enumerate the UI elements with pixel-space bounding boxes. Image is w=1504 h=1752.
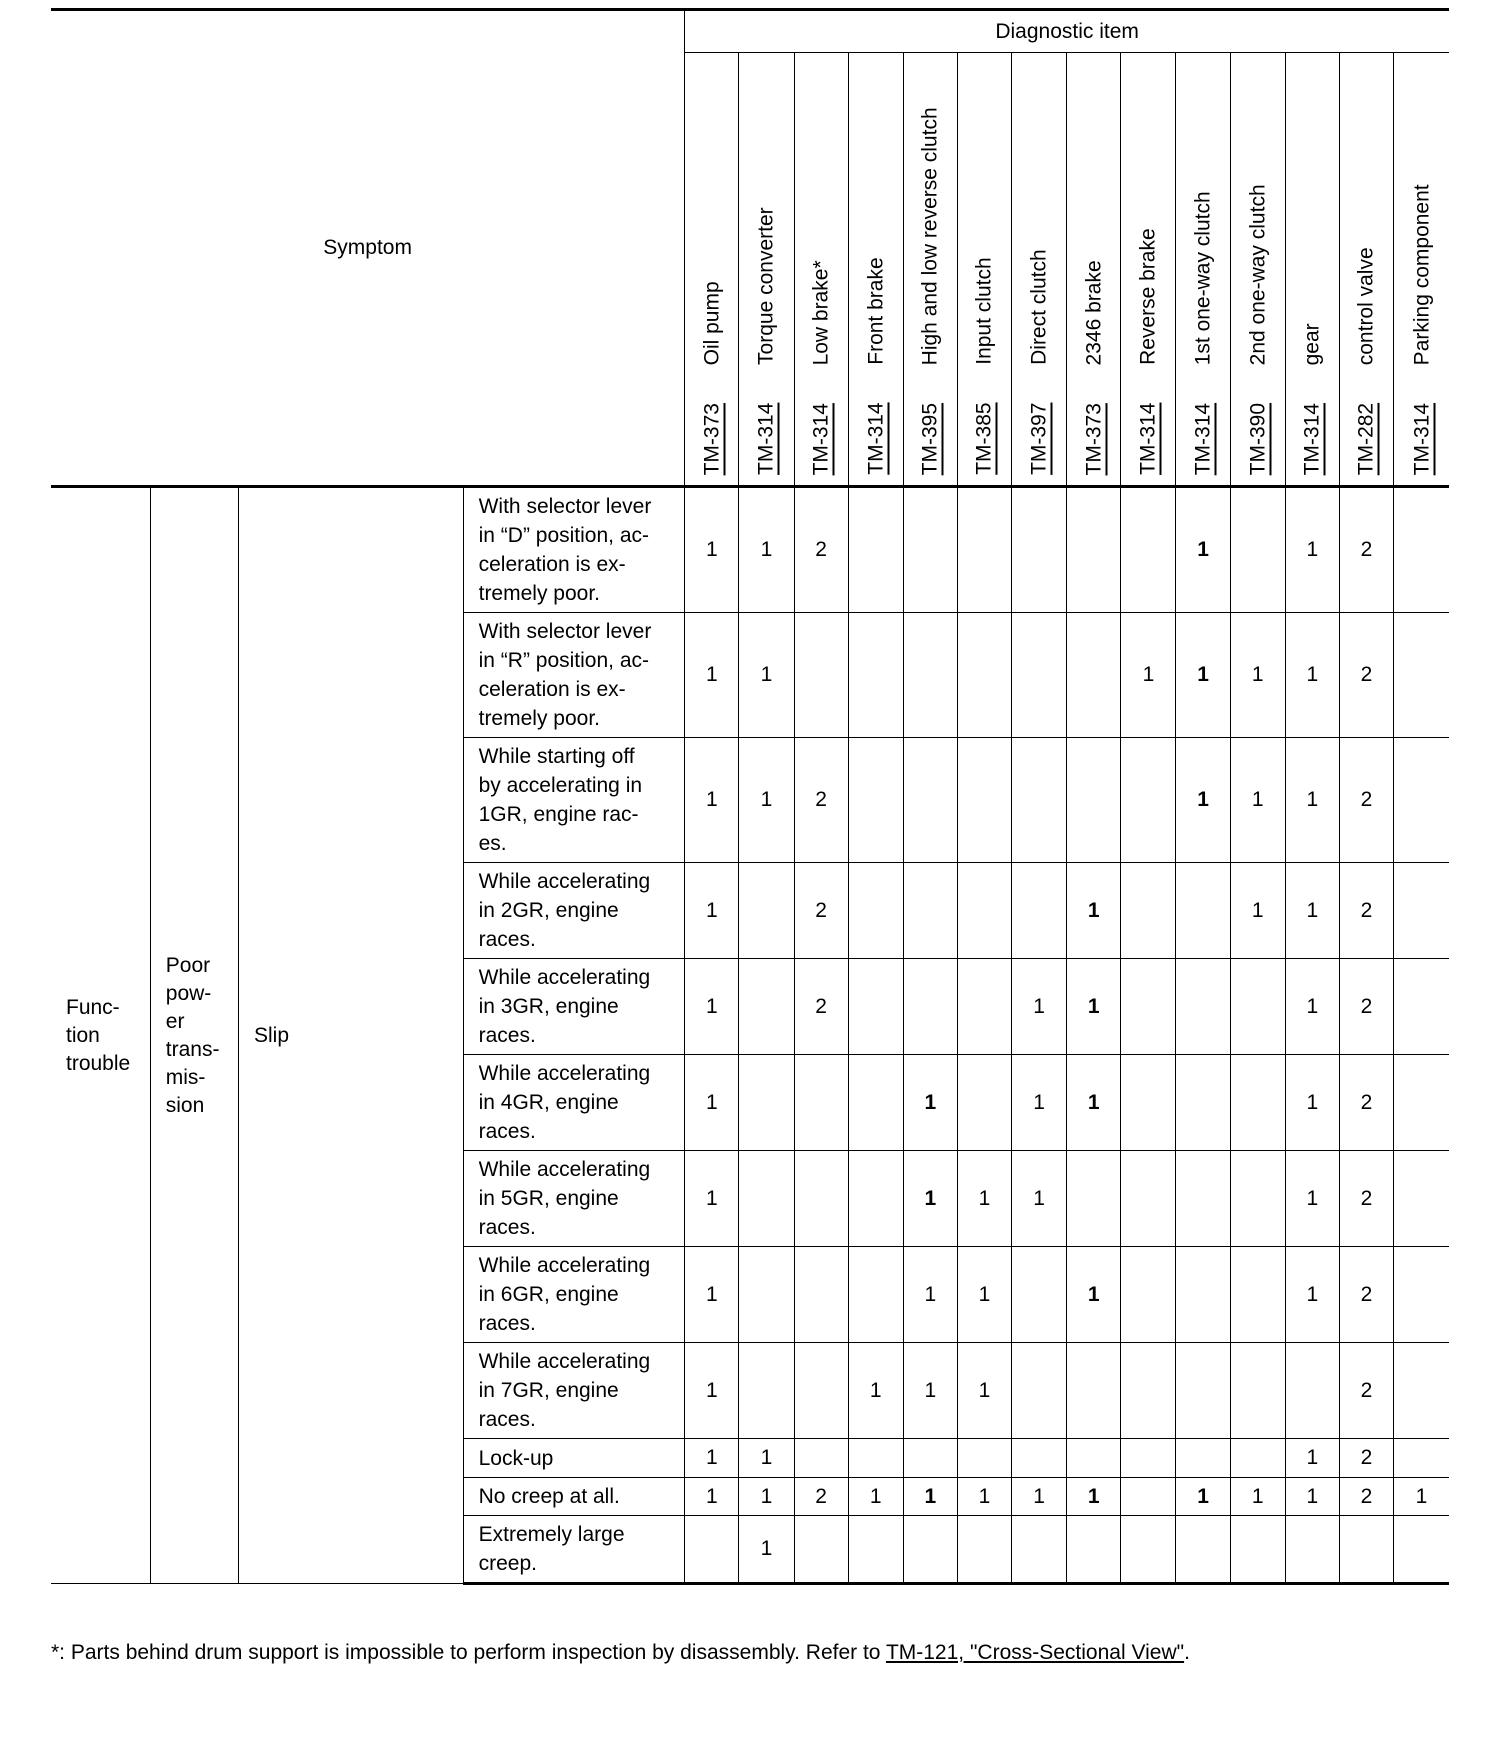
priority-cell: [1176, 863, 1230, 959]
priority-cell: [848, 738, 903, 863]
priority-cell: [1176, 1343, 1230, 1439]
symptom-header: Symptom: [51, 10, 685, 487]
diagnostic-item-column-header: [1121, 53, 1176, 487]
priority-cell: 2: [1339, 959, 1393, 1055]
priority-cell: [1012, 863, 1067, 959]
priority-cell: [1121, 1439, 1176, 1478]
priority-cell: 1: [739, 738, 794, 863]
diagnostic-item-name: Front brake: [864, 257, 888, 365]
diagnostic-item-name: Parking component: [1410, 183, 1434, 365]
priority-cell: [794, 1516, 848, 1584]
priority-cell: 1: [685, 1478, 739, 1516]
priority-cell: [1230, 1247, 1285, 1343]
priority-cell: 1: [957, 1151, 1011, 1247]
priority-cell: 1: [1012, 1151, 1067, 1247]
priority-cell: [1121, 487, 1176, 613]
priority-cell: 1: [739, 487, 794, 613]
priority-cell: [903, 487, 957, 613]
priority-cell: 1: [1285, 1247, 1339, 1343]
priority-cell: [848, 959, 903, 1055]
priority-cell: 1: [739, 1439, 794, 1478]
manual-reference-link[interactable]: TM-314: [864, 402, 888, 475]
manual-reference-link[interactable]: TM-314: [1410, 402, 1434, 475]
diagnostic-item-column-header: [685, 53, 739, 487]
priority-cell: [1067, 1516, 1121, 1584]
priority-cell: [1394, 1247, 1449, 1343]
priority-cell: [1121, 863, 1176, 959]
diagnostic-item-name: control valve: [1354, 246, 1378, 365]
manual-reference-link[interactable]: TM-314: [1300, 402, 1324, 475]
diagnostic-item-column-header: [794, 53, 848, 487]
priority-cell: 2: [794, 863, 848, 959]
diagnostic-item-column-header: [739, 53, 794, 487]
priority-cell: 1: [685, 1343, 739, 1439]
priority-cell: [1121, 1055, 1176, 1151]
priority-cell: [848, 1055, 903, 1151]
priority-cell: [903, 959, 957, 1055]
manual-reference-link[interactable]: TM-282: [1354, 402, 1378, 475]
priority-cell: [1012, 738, 1067, 863]
priority-cell: [739, 1151, 794, 1247]
priority-cell: [957, 613, 1011, 738]
diagnostic-item-column-header: [1176, 53, 1230, 487]
priority-cell: [1285, 1516, 1339, 1584]
priority-cell: 1: [1285, 1151, 1339, 1247]
diagnostic-item-name: 2nd one-way clutch: [1246, 183, 1270, 365]
priority-cell: 1: [1067, 1247, 1121, 1343]
priority-cell: [1176, 1151, 1230, 1247]
rotated-header-label: [1247, 184, 1268, 475]
priority-cell: [1230, 959, 1285, 1055]
priority-cell: [1121, 738, 1176, 863]
priority-cell: [1121, 959, 1176, 1055]
diagnostic-item-column-header: [1230, 53, 1285, 487]
priority-cell: [957, 487, 1011, 613]
priority-cell: [1394, 613, 1449, 738]
priority-cell: [903, 1439, 957, 1478]
symptom-cell: No creep at all.: [463, 1478, 685, 1516]
priority-cell: [1230, 1439, 1285, 1478]
priority-cell: [848, 1151, 903, 1247]
priority-cell: [1394, 1516, 1449, 1584]
priority-cell: 1: [1394, 1478, 1449, 1516]
priority-cell: [1394, 738, 1449, 863]
symptom-cell: While accelerating in 5GR, engine races.: [463, 1151, 685, 1247]
priority-cell: [739, 1247, 794, 1343]
manual-reference-link[interactable]: TM-314: [754, 402, 778, 475]
rotated-header-label: [865, 257, 886, 475]
priority-cell: 2: [1339, 1055, 1393, 1151]
priority-cell: 1: [1176, 1478, 1230, 1516]
priority-cell: [848, 1516, 903, 1584]
diagnostic-item-name: Input clutch: [972, 257, 996, 365]
diagnosis-table-container: [51, 8, 1449, 1585]
priority-cell: [957, 863, 1011, 959]
priority-cell: [1012, 1343, 1067, 1439]
priority-cell: [957, 738, 1011, 863]
rotated-header-label: [701, 281, 722, 475]
priority-cell: [848, 613, 903, 738]
priority-cell: 1: [685, 1247, 739, 1343]
rotated-header-label: [1029, 249, 1050, 475]
priority-cell: [957, 1516, 1011, 1584]
diagnostic-item-column-header: [1285, 53, 1339, 487]
manual-reference-link[interactable]: TM-385: [972, 402, 996, 475]
priority-cell: 2: [794, 487, 848, 613]
symptom-cell: While starting off by accelerating in 1GR, engine rac- es.: [463, 738, 685, 863]
diagnosis-table: [51, 8, 1449, 1585]
symptom-cell: While accelerating in 6GR, engine races.: [463, 1247, 685, 1343]
priority-cell: [794, 613, 848, 738]
priority-cell: [1012, 1516, 1067, 1584]
priority-cell: [794, 1151, 848, 1247]
priority-cell: 2: [1339, 863, 1393, 959]
priority-cell: [1394, 1151, 1449, 1247]
priority-cell: [1012, 1247, 1067, 1343]
priority-cell: [957, 959, 1011, 1055]
priority-cell: 1: [1176, 738, 1230, 863]
priority-cell: 1: [1176, 613, 1230, 738]
priority-cell: [1176, 1439, 1230, 1478]
diagnostic-item-header: Diagnostic item: [685, 10, 1449, 53]
manual-reference-link[interactable]: TM-314: [809, 402, 833, 475]
priority-cell: [848, 487, 903, 613]
priority-cell: 1: [1285, 863, 1339, 959]
priority-cell: [1067, 1151, 1121, 1247]
priority-cell: 2: [794, 1478, 848, 1516]
manual-reference-link[interactable]: TM-390: [1246, 402, 1270, 475]
priority-cell: [1230, 1151, 1285, 1247]
symptom-cell: Extremely large creep.: [463, 1516, 685, 1584]
symptom-cell: While accelerating in 4GR, engine races.: [463, 1055, 685, 1151]
priority-cell: 1: [1230, 863, 1285, 959]
priority-cell: [903, 863, 957, 959]
rotated-header-label: [974, 257, 995, 475]
priority-cell: 1: [685, 1151, 739, 1247]
priority-cell: 1: [1285, 959, 1339, 1055]
priority-cell: [1067, 738, 1121, 863]
priority-cell: 1: [848, 1478, 903, 1516]
priority-cell: 1: [685, 738, 739, 863]
priority-cell: [1067, 613, 1121, 738]
priority-cell: [1394, 1055, 1449, 1151]
priority-cell: [1339, 1516, 1393, 1584]
diagnostic-item-column-header: [1067, 53, 1121, 487]
symptom-cell: While accelerating in 7GR, engine races.: [463, 1343, 685, 1439]
priority-cell: 1: [903, 1478, 957, 1516]
priority-cell: [903, 1516, 957, 1584]
priority-cell: [1067, 1343, 1121, 1439]
priority-cell: [903, 738, 957, 863]
priority-cell: 1: [1067, 863, 1121, 959]
priority-cell: 1: [1067, 1055, 1121, 1151]
priority-cell: [903, 613, 957, 738]
symptom-cell: While accelerating in 2GR, engine races.: [463, 863, 685, 959]
priority-cell: [1067, 1439, 1121, 1478]
priority-cell: [794, 1343, 848, 1439]
priority-cell: 2: [1339, 1478, 1393, 1516]
rotated-header-label: [920, 107, 941, 475]
priority-cell: [1121, 1343, 1176, 1439]
priority-cell: [1176, 1516, 1230, 1584]
priority-cell: 2: [1339, 1151, 1393, 1247]
rotated-header-label: [1411, 184, 1432, 475]
priority-cell: 2: [1339, 1343, 1393, 1439]
rotated-header-label: [1356, 247, 1377, 475]
priority-cell: 1: [1067, 1478, 1121, 1516]
priority-cell: [848, 863, 903, 959]
footnote-end: .: [1184, 1641, 1190, 1664]
diagnostic-item-name: Low brake*: [809, 259, 833, 365]
priority-cell: 1: [685, 959, 739, 1055]
diagnostic-item-column-header: [957, 53, 1011, 487]
priority-cell: [1394, 959, 1449, 1055]
priority-cell: 1: [739, 613, 794, 738]
priority-cell: [1176, 959, 1230, 1055]
priority-cell: 1: [903, 1247, 957, 1343]
diagnostic-item-column-header: [1394, 53, 1449, 487]
diagnostic-item-name: Reverse brake: [1136, 228, 1160, 365]
priority-cell: 1: [739, 1478, 794, 1516]
manual-reference-link[interactable]: TM-373: [700, 402, 724, 475]
priority-cell: 1: [1067, 959, 1121, 1055]
priority-cell: 1: [957, 1343, 1011, 1439]
priority-cell: 1: [685, 1055, 739, 1151]
priority-cell: [1176, 1247, 1230, 1343]
symptom-cell: With selector lever in “D” position, ac- celeration is ex- tremely poor.: [463, 487, 685, 613]
priority-cell: [957, 1439, 1011, 1478]
priority-cell: 2: [794, 738, 848, 863]
priority-cell: [1067, 487, 1121, 613]
priority-cell: [1012, 1439, 1067, 1478]
priority-cell: [1121, 1516, 1176, 1584]
diagnostic-item-name: 1st one-way clutch: [1191, 190, 1215, 365]
priority-cell: [1230, 1055, 1285, 1151]
priority-cell: 2: [1339, 613, 1393, 738]
priority-cell: [957, 1055, 1011, 1151]
priority-cell: 1: [1012, 959, 1067, 1055]
priority-cell: 1: [1285, 487, 1339, 613]
priority-cell: [1012, 613, 1067, 738]
priority-cell: 1: [903, 1151, 957, 1247]
priority-cell: [794, 1247, 848, 1343]
priority-cell: 2: [794, 959, 848, 1055]
priority-cell: 1: [685, 1439, 739, 1478]
priority-cell: [1121, 1247, 1176, 1343]
diagnostic-item-name: 2346 brake: [1082, 259, 1106, 365]
priority-cell: [848, 1439, 903, 1478]
priority-cell: 2: [1339, 738, 1393, 863]
priority-cell: [1230, 487, 1285, 613]
rotated-header-label: [756, 207, 777, 475]
priority-cell: 2: [1339, 487, 1393, 613]
manual-reference-link[interactable]: TM-373: [1082, 402, 1106, 475]
priority-cell: [739, 959, 794, 1055]
priority-cell: 1: [957, 1478, 1011, 1516]
symptom-cell: Lock-up: [463, 1439, 685, 1478]
priority-cell: 1: [1285, 1055, 1339, 1151]
priority-cell: 1: [685, 613, 739, 738]
manual-reference-link[interactable]: TM-397: [1027, 402, 1051, 475]
priority-cell: 1: [1230, 613, 1285, 738]
diagnostic-item-name: Oil pump: [700, 280, 724, 365]
footnote: [51, 1641, 1190, 1665]
priority-cell: [685, 1516, 739, 1584]
table-row: [51, 487, 1449, 613]
priority-cell: 1: [1230, 1478, 1285, 1516]
priority-cell: 1: [739, 1516, 794, 1584]
priority-cell: [1394, 487, 1449, 613]
priority-cell: 1: [1285, 1439, 1339, 1478]
manual-reference-link[interactable]: TM-395: [918, 402, 942, 475]
priority-cell: [794, 1439, 848, 1478]
diagnostic-item-column-header: [848, 53, 903, 487]
priority-cell: 1: [1012, 1055, 1067, 1151]
priority-cell: [739, 1055, 794, 1151]
diagnostic-item-name: gear: [1300, 322, 1324, 365]
priority-cell: [1394, 1343, 1449, 1439]
header-row: [51, 10, 1449, 53]
priority-cell: [1012, 487, 1067, 613]
diagnostic-item-name: Torque converter: [754, 207, 778, 365]
priority-cell: [1121, 1151, 1176, 1247]
priority-cell: [739, 863, 794, 959]
rotated-header-label: [811, 260, 832, 475]
priority-cell: 1: [1285, 1478, 1339, 1516]
priority-cell: 1: [1012, 1478, 1067, 1516]
category-poor-power-transmission: Poor pow- er trans- mis- sion: [150, 487, 238, 1584]
priority-cell: 1: [957, 1247, 1011, 1343]
rotated-header-label: [1193, 191, 1214, 475]
manual-reference-link[interactable]: TM-314: [1191, 402, 1215, 475]
priority-cell: [1394, 863, 1449, 959]
priority-cell: 2: [1339, 1439, 1393, 1478]
footnote-text: *: Parts behind drum support is impossible to perform inspection by disassembly. Refer to: [51, 1641, 886, 1664]
priority-cell: 2: [1339, 1247, 1393, 1343]
priority-cell: 1: [1230, 738, 1285, 863]
category-function-trouble: Func- tion trouble: [51, 487, 150, 1584]
rotated-header-label: [1083, 260, 1104, 475]
diagnostic-item-name: Direct clutch: [1027, 249, 1051, 365]
diagnostic-item-column-header: [1339, 53, 1393, 487]
rotated-header-label: [1138, 228, 1159, 475]
priority-cell: 1: [903, 1343, 957, 1439]
priority-cell: 1: [848, 1343, 903, 1439]
priority-cell: [1285, 1343, 1339, 1439]
footnote-reference-link[interactable]: TM-121, "Cross-Sectional View": [885, 1641, 1185, 1664]
priority-cell: [739, 1343, 794, 1439]
priority-cell: 1: [685, 863, 739, 959]
diagnostic-item-column-header: [903, 53, 957, 487]
priority-cell: [848, 1247, 903, 1343]
priority-cell: [1121, 1478, 1176, 1516]
priority-cell: 1: [1285, 613, 1339, 738]
priority-cell: [794, 1055, 848, 1151]
priority-cell: 1: [903, 1055, 957, 1151]
priority-cell: 1: [1285, 738, 1339, 863]
priority-cell: 1: [685, 487, 739, 613]
symptom-cell: With selector lever in “R” position, ac- celeration is ex- tremely poor.: [463, 613, 685, 738]
priority-cell: [1230, 1516, 1285, 1584]
rotated-header-label: [1302, 323, 1323, 475]
priority-cell: [1230, 1343, 1285, 1439]
priority-cell: [1394, 1439, 1449, 1478]
priority-cell: 1: [1121, 613, 1176, 738]
diagnostic-item-name: High and low reverse clutch: [918, 106, 942, 365]
priority-cell: [1176, 1055, 1230, 1151]
symptom-cell: While accelerating in 3GR, engine races.: [463, 959, 685, 1055]
manual-reference-link[interactable]: TM-314: [1136, 402, 1160, 475]
diagnostic-item-column-header: [1012, 53, 1067, 487]
category-slip: Slip: [239, 487, 464, 1584]
priority-cell: 1: [1176, 487, 1230, 613]
